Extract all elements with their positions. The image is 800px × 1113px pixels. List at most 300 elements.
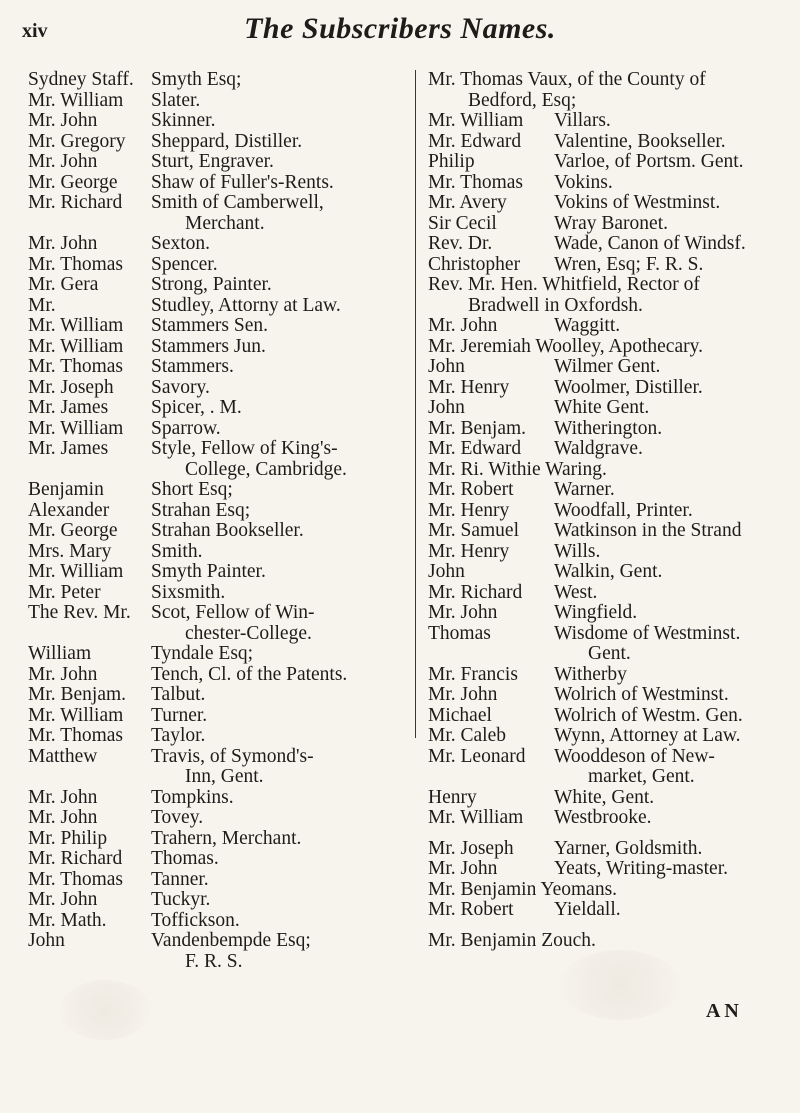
subscriber-text: Sparrow. — [151, 417, 221, 439]
subscriber-entry — [428, 132, 784, 153]
subscriber-entry — [428, 900, 784, 921]
subscriber-name: William — [28, 643, 92, 664]
subscriber-name: Mr. Samuel — [428, 520, 519, 541]
subscriber-name: Matthew — [28, 745, 98, 767]
subscriber-name: Mr. James — [28, 438, 109, 459]
subscriber-text: Wingfield. — [554, 602, 638, 623]
subscriber-entry — [28, 173, 410, 194]
subscriber-entry — [28, 644, 410, 665]
subscriber-continuation: Gent. — [588, 643, 631, 664]
subscriber-text: Waldgrave. — [554, 438, 643, 459]
subscriber-surname-detail — [151, 296, 410, 317]
subscriber-name: Mr. John — [28, 110, 98, 131]
subscriber-entry — [28, 234, 410, 255]
subscriber-text: Wade, Canon of Windsf. — [554, 233, 746, 254]
subscriber-name: Mr. William — [28, 561, 124, 582]
subscriber-surname-detail — [554, 214, 784, 235]
subscriber-name: John — [428, 356, 465, 377]
subscriber-surname-detail — [151, 398, 410, 419]
subscriber-text: Sheppard, Distiller. — [151, 130, 303, 152]
subscriber-entry — [428, 439, 784, 460]
subscriber-surname-detail — [151, 255, 410, 276]
subscriber-entry — [428, 275, 784, 316]
subscriber-text: Turner. — [151, 704, 208, 726]
subscriber-text: Mr. Benjamin Yeomans. — [428, 878, 618, 900]
subscriber-name: Mr. Thomas — [28, 868, 123, 890]
subscriber-surname-detail — [151, 890, 410, 911]
subscriber-text: Tanner. — [151, 868, 209, 890]
subscriber-text: Witherby — [554, 663, 627, 685]
subscriber-surname-detail — [554, 173, 784, 194]
subscriber-entry — [28, 296, 410, 317]
subscriber-name: Mr. William — [28, 89, 124, 111]
subscriber-text: Vokins of Westminst. — [554, 192, 721, 213]
subscriber-name: Mr. William — [28, 417, 124, 439]
subscriber-text: Woodfall, Printer. — [554, 499, 693, 521]
subscriber-surname-detail — [151, 275, 410, 296]
subscriber-name: Mr. John — [28, 151, 98, 172]
subscriber-surname-detail — [554, 747, 784, 788]
subscriber-text: Watkinson in the Strand — [554, 520, 742, 541]
subscriber-entry — [28, 788, 410, 809]
subscriber-surname-detail — [151, 337, 410, 358]
subscriber-name: Mr. John — [28, 233, 98, 254]
subscriber-surname-detail — [554, 624, 784, 665]
subscriber-text: Westbrooke. — [554, 807, 652, 828]
subscriber-entry — [28, 808, 410, 829]
subscriber-entry — [28, 870, 410, 891]
subscriber-name: John — [428, 561, 465, 582]
subscriber-entry — [428, 808, 784, 829]
subscriber-entry — [428, 747, 784, 788]
subscriber-name: Mr. Thomas — [28, 253, 123, 275]
subscriber-text: Wooddeson of New- — [554, 745, 715, 767]
subscriber-name: Mr. Francis — [428, 663, 518, 685]
subscriber-entry — [428, 839, 784, 860]
subscriber-name: Mr. Thomas — [428, 171, 523, 193]
subscriber-entry — [28, 849, 410, 870]
subscriber-text: Smyth Painter. — [151, 561, 266, 582]
subscriber-text: Witherington. — [554, 417, 663, 439]
subscriber-entry — [428, 521, 784, 542]
subscriber-surname-detail — [151, 808, 410, 829]
subscriber-continuation: Merchant. — [185, 212, 265, 234]
subscriber-name: Mr. Gregory — [28, 130, 126, 152]
subscriber-surname-detail — [151, 747, 410, 788]
subscriber-surname-detail — [151, 70, 410, 91]
subscriber-entry — [28, 132, 410, 153]
subscriber-entry — [28, 726, 410, 747]
subscriber-name: Mr. Edward — [428, 438, 522, 459]
subscriber-entry — [28, 931, 410, 972]
subscriber-entry — [428, 706, 784, 727]
subscriber-entry — [28, 583, 410, 604]
subscriber-entry — [428, 583, 784, 604]
subscriber-entry — [28, 542, 410, 563]
subscriber-name: Mr. William — [28, 704, 124, 726]
subscriber-surname-detail — [554, 398, 784, 419]
subscriber-text: Wren, Esq; F. R. S. — [554, 253, 704, 275]
subscriber-name: Mr. Henry — [428, 540, 510, 562]
subscriber-entry — [428, 152, 784, 173]
subscriber-continuation: chester-College. — [185, 622, 312, 644]
subscriber-entry — [428, 111, 784, 132]
subscriber-text: Yeats, Writing-master. — [554, 858, 728, 879]
subscriber-name: John — [428, 397, 465, 418]
subscriber-name: Mr. John — [28, 807, 98, 828]
subscriber-name: Mr. Thomas — [28, 725, 123, 746]
subscriber-name: Mr. William — [428, 807, 524, 828]
subscriber-entry — [28, 603, 410, 644]
subscriber-name: Mr. Richard — [28, 192, 123, 213]
subscriber-entry — [28, 665, 410, 686]
subscriber-full-line — [428, 880, 617, 901]
subscriber-full-line — [428, 275, 700, 316]
subscriber-entry — [428, 880, 784, 901]
subscriber-text: Stammers. — [151, 356, 234, 377]
subscriber-entry — [28, 316, 410, 337]
subscriber-continuation: F. R. S. — [185, 950, 243, 972]
subscriber-entry — [28, 378, 410, 399]
subscriber-text: Wills. — [554, 540, 601, 562]
subscriber-name: Mr. Leonard — [428, 745, 526, 767]
subscriber-surname-detail — [151, 726, 410, 747]
subscriber-name: Mr. Richard — [28, 848, 123, 869]
subscriber-text: Woolmer, Distiller. — [554, 376, 703, 398]
subscriber-text: Warner. — [554, 479, 615, 500]
subscriber-name: Sir Cecil — [428, 212, 497, 234]
subscriber-entry — [428, 931, 784, 952]
subscriber-text: Tuckyr. — [151, 889, 211, 910]
subscriber-text: Mr. Benjamin Zouch. — [428, 929, 596, 951]
subscriber-text: Villars. — [554, 110, 611, 131]
subscriber-text: Sexton. — [151, 233, 211, 254]
subscriber-name: Mr. John — [428, 315, 498, 336]
subscriber-text: Sturt, Engraver. — [151, 151, 274, 172]
subscriber-surname-detail — [151, 111, 410, 132]
subscriber-surname-detail — [151, 829, 410, 850]
subscriber-surname-detail — [151, 870, 410, 891]
subscriber-entry — [428, 603, 784, 624]
subscriber-continuation: Bedford, Esq; — [468, 89, 577, 111]
subscriber-entry — [28, 193, 410, 234]
subscriber-name: Mr. Edward — [428, 130, 522, 152]
subscriber-name: Mr. William — [28, 315, 124, 336]
subscriber-name: Mr. Joseph — [28, 376, 114, 398]
catchword: A N — [706, 1000, 739, 1022]
subscriber-surname-detail — [554, 706, 784, 727]
subscriber-name: Mr. Richard — [428, 581, 523, 603]
subscriber-surname-detail — [151, 480, 410, 501]
subscriber-continuation: market, Gent. — [588, 766, 695, 787]
paper-stain — [560, 950, 680, 1020]
subscriber-entry — [28, 706, 410, 727]
subscriber-entry — [428, 788, 784, 809]
subscriber-entry — [428, 214, 784, 235]
running-title: The Subscribers Names. — [244, 12, 556, 45]
subscriber-surname-detail — [151, 788, 410, 809]
subscriber-text: Mr. Jeremiah Woolley, Apothecary. — [428, 335, 703, 357]
page-number: xiv — [22, 20, 48, 42]
subscriber-entry — [28, 521, 410, 542]
subscriber-surname-detail — [554, 152, 784, 173]
subscriber-surname-detail — [151, 583, 410, 604]
subscriber-name: Mr. Henry — [428, 376, 510, 398]
subscriber-surname-detail — [554, 255, 784, 276]
subscriber-text: Smyth Esq; — [151, 69, 242, 90]
subscriber-entry — [28, 562, 410, 583]
subscriber-surname-detail — [151, 685, 410, 706]
subscriber-name: Christopher — [428, 253, 521, 275]
subscriber-text: Thomas. — [151, 848, 219, 869]
subscriber-surname-detail — [554, 542, 784, 563]
subscriber-name: Thomas — [428, 622, 491, 644]
subscriber-text: Wisdome of Westminst. — [554, 622, 741, 644]
subscriber-text: Walkin, Gent. — [554, 561, 663, 582]
subscriber-text: Strahan Bookseller. — [151, 520, 304, 541]
subscriber-entry — [28, 439, 410, 480]
left-column — [28, 70, 410, 972]
subscriber-text: Savory. — [151, 376, 210, 398]
subscriber-continuation: Inn, Gent. — [185, 766, 264, 787]
subscriber-entry — [428, 685, 784, 706]
subscriber-entry — [28, 480, 410, 501]
right-column — [428, 70, 784, 951]
subscriber-surname-detail — [554, 132, 784, 153]
subscriber-entry — [28, 911, 410, 932]
subscriber-surname-detail — [554, 665, 784, 686]
subscriber-entry — [428, 378, 784, 399]
subscriber-surname-detail — [151, 419, 410, 440]
subscriber-entry — [428, 193, 784, 214]
subscriber-name: Mrs. Mary — [28, 540, 112, 562]
subscriber-name: Mr. Benjam. — [28, 684, 127, 705]
subscriber-name: Benjamin — [28, 479, 104, 500]
subscriber-text: Wray Baronet. — [554, 212, 669, 234]
subscriber-text: Studley, Attorny at Law. — [151, 294, 341, 316]
subscriber-surname-detail — [151, 501, 410, 522]
subscriber-name: Mr. Henry — [428, 499, 510, 521]
subscriber-name: Mr. George — [28, 520, 118, 541]
subscriber-surname-detail — [151, 911, 410, 932]
subscriber-surname-detail — [151, 603, 410, 644]
subscriber-text: Tench, Cl. of the Patents. — [151, 663, 348, 685]
subscriber-surname-detail — [554, 603, 784, 624]
subscriber-name: Michael — [428, 704, 492, 726]
subscriber-text: Strahan Esq; — [151, 499, 251, 521]
subscriber-name: Mr. Thomas — [28, 356, 123, 377]
subscriber-text: Varloe, of Portsm. Gent. — [554, 151, 744, 172]
subscriber-surname-detail — [554, 726, 784, 747]
subscriber-text: Wilmer Gent. — [554, 356, 661, 377]
subscriber-surname-detail — [554, 357, 784, 378]
subscriber-entry — [428, 542, 784, 563]
subscriber-name: Sydney Staff. — [28, 69, 134, 90]
subscriber-surname-detail — [554, 685, 784, 706]
subscriber-name: Mr. John — [428, 858, 498, 879]
subscriber-entry — [28, 91, 410, 112]
subscriber-text: Talbut. — [151, 684, 206, 705]
subscriber-surname-detail — [151, 644, 410, 665]
subscriber-name: Mr. — [28, 294, 56, 316]
subscriber-text: Mr. Ri. Withie Waring. — [428, 458, 607, 480]
subscriber-text: West. — [554, 581, 598, 603]
subscriber-entry — [28, 357, 410, 378]
subscriber-entry — [428, 255, 784, 276]
subscriber-surname-detail — [151, 665, 410, 686]
subscriber-entry — [428, 480, 784, 501]
subscriber-name: Mr. Joseph — [428, 837, 514, 859]
subscriber-continuation: Bradwell in Oxfordsh. — [468, 294, 643, 316]
subscriber-name: Mr. Math. — [28, 909, 107, 931]
subscriber-text: Slater. — [151, 89, 201, 111]
subscriber-entry — [428, 173, 784, 194]
subscriber-surname-detail — [554, 808, 784, 829]
subscriber-entry — [428, 624, 784, 665]
subscriber-entry — [28, 152, 410, 173]
subscriber-text: Tovey. — [151, 807, 204, 828]
subscriber-entry — [28, 829, 410, 850]
subscriber-entry — [28, 111, 410, 132]
subscriber-entry — [28, 890, 410, 911]
subscriber-text: Stammers Jun. — [151, 335, 266, 357]
subscriber-text: Stammers Sen. — [151, 315, 268, 336]
subscriber-entry — [428, 337, 784, 358]
subscriber-name: Mr. John — [428, 684, 498, 705]
subscriber-surname-detail — [554, 193, 784, 214]
subscriber-text: Travis, of Symond's- — [151, 745, 314, 767]
subscriber-text: Tompkins. — [151, 786, 234, 808]
subscriber-entry — [428, 665, 784, 686]
subscriber-entry — [428, 460, 784, 481]
subscriber-name: Mr. John — [28, 889, 98, 910]
subscriber-full-line — [428, 931, 596, 952]
subscriber-name: Mr. John — [28, 663, 98, 685]
subscriber-text: Valentine, Bookseller. — [554, 130, 726, 152]
subscriber-entry — [428, 357, 784, 378]
subscriber-surname-detail — [554, 378, 784, 399]
subscriber-entry — [428, 70, 784, 111]
subscriber-name: Mr. John — [428, 602, 498, 623]
subscriber-text: Yieldall. — [554, 899, 621, 920]
subscriber-name: Philip — [428, 151, 475, 172]
subscriber-surname-detail — [554, 900, 784, 921]
subscriber-entry — [428, 316, 784, 337]
subscriber-entry — [428, 726, 784, 747]
page-header — [0, 8, 800, 58]
subscriber-text: Scot, Fellow of Win- — [151, 602, 315, 623]
subscriber-entry — [28, 337, 410, 358]
subscriber-text: Vokins. — [554, 171, 613, 193]
subscriber-text: Toffickson. — [151, 909, 240, 931]
subscriber-continuation: College, Cambridge. — [185, 458, 347, 480]
subscriber-text: Short Esq; — [151, 479, 233, 500]
subscriber-name: Rev. Dr. — [428, 233, 493, 254]
subscriber-full-line — [428, 460, 607, 481]
subscriber-text: Spencer. — [151, 253, 218, 275]
subscriber-surname-detail — [151, 849, 410, 870]
subscriber-surname-detail — [554, 521, 784, 542]
subscriber-text: Shaw of Fuller's-Rents. — [151, 171, 334, 193]
subscriber-text: Wolrich of Westm. Gen. — [554, 704, 743, 726]
subscriber-text: Sixsmith. — [151, 581, 226, 603]
subscriber-surname-detail — [151, 931, 410, 972]
subscriber-entry — [28, 685, 410, 706]
subscriber-name: Mr. George — [28, 171, 118, 193]
subscriber-entry — [28, 398, 410, 419]
subscriber-surname-detail — [151, 234, 410, 255]
subscriber-surname-detail — [554, 501, 784, 522]
subscriber-text: Taylor. — [151, 725, 206, 746]
subscriber-surname-detail — [554, 788, 784, 809]
subscriber-surname-detail — [151, 542, 410, 563]
subscriber-name: Mr. Avery — [428, 192, 507, 213]
subscriber-entry — [28, 501, 410, 522]
subscriber-text: Smith. — [151, 540, 203, 562]
subscriber-entry — [28, 747, 410, 788]
subscriber-name: The Rev. Mr. — [28, 602, 131, 623]
subscriber-name: Mr. James — [28, 397, 109, 418]
subscriber-surname-detail — [554, 839, 784, 860]
subscriber-text: Wynn, Attorney at Law. — [554, 725, 741, 746]
subscriber-surname-detail — [151, 316, 410, 337]
subscriber-entry — [28, 419, 410, 440]
subscriber-entry — [428, 234, 784, 255]
subscriber-name: Mr. Robert — [428, 479, 514, 500]
subscriber-text: Tyndale Esq; — [151, 643, 254, 664]
subscriber-surname-detail — [151, 152, 410, 173]
subscriber-text: Yarner, Goldsmith. — [554, 837, 703, 859]
subscriber-surname-detail — [554, 316, 784, 337]
subscriber-name: Mr. Benjam. — [428, 417, 527, 439]
subscriber-text: Vandenbempde Esq; — [151, 930, 311, 951]
subscriber-surname-detail — [554, 562, 784, 583]
subscriber-surname-detail — [151, 562, 410, 583]
subscriber-entry — [28, 70, 410, 91]
subscriber-surname-detail — [151, 357, 410, 378]
subscriber-surname-detail — [151, 521, 410, 542]
subscriber-entry — [428, 501, 784, 522]
subscriber-surname-detail — [151, 439, 410, 480]
column-rule — [415, 70, 416, 738]
subscriber-text: Rev. Mr. Hen. Whitfield, Rector of — [428, 274, 700, 295]
subscriber-text: Wolrich of Westminst. — [554, 684, 729, 705]
subscriber-text: Style, Fellow of King's- — [151, 438, 338, 459]
subscriber-text: Mr. Thomas Vaux, of the County of — [428, 69, 706, 90]
subscriber-surname-detail — [151, 193, 410, 234]
subscriber-text: Skinner. — [151, 110, 216, 131]
paper-stain — [60, 980, 150, 1040]
subscriber-entry — [428, 562, 784, 583]
subscriber-surname-detail — [151, 706, 410, 727]
subscriber-name: Mr. William — [428, 110, 524, 131]
subscriber-text: White, Gent. — [554, 786, 655, 808]
subscriber-surname-detail — [554, 583, 784, 604]
subscriber-name: Mr. William — [28, 335, 124, 357]
subscriber-name: Mr. John — [28, 786, 98, 808]
subscriber-text: White Gent. — [554, 397, 650, 418]
subscriber-name: Henry — [428, 786, 477, 808]
subscriber-text: Spicer, . M. — [151, 397, 242, 418]
subscriber-name: Mr. Robert — [428, 899, 514, 920]
subscriber-text: Strong, Painter. — [151, 274, 272, 295]
subscriber-name: Mr. Gera — [28, 274, 99, 295]
subscriber-surname-detail — [554, 234, 784, 255]
subscriber-entry — [28, 275, 410, 296]
subscriber-surname-detail — [554, 419, 784, 440]
subscriber-entry — [28, 255, 410, 276]
subscriber-name: John — [28, 930, 65, 951]
